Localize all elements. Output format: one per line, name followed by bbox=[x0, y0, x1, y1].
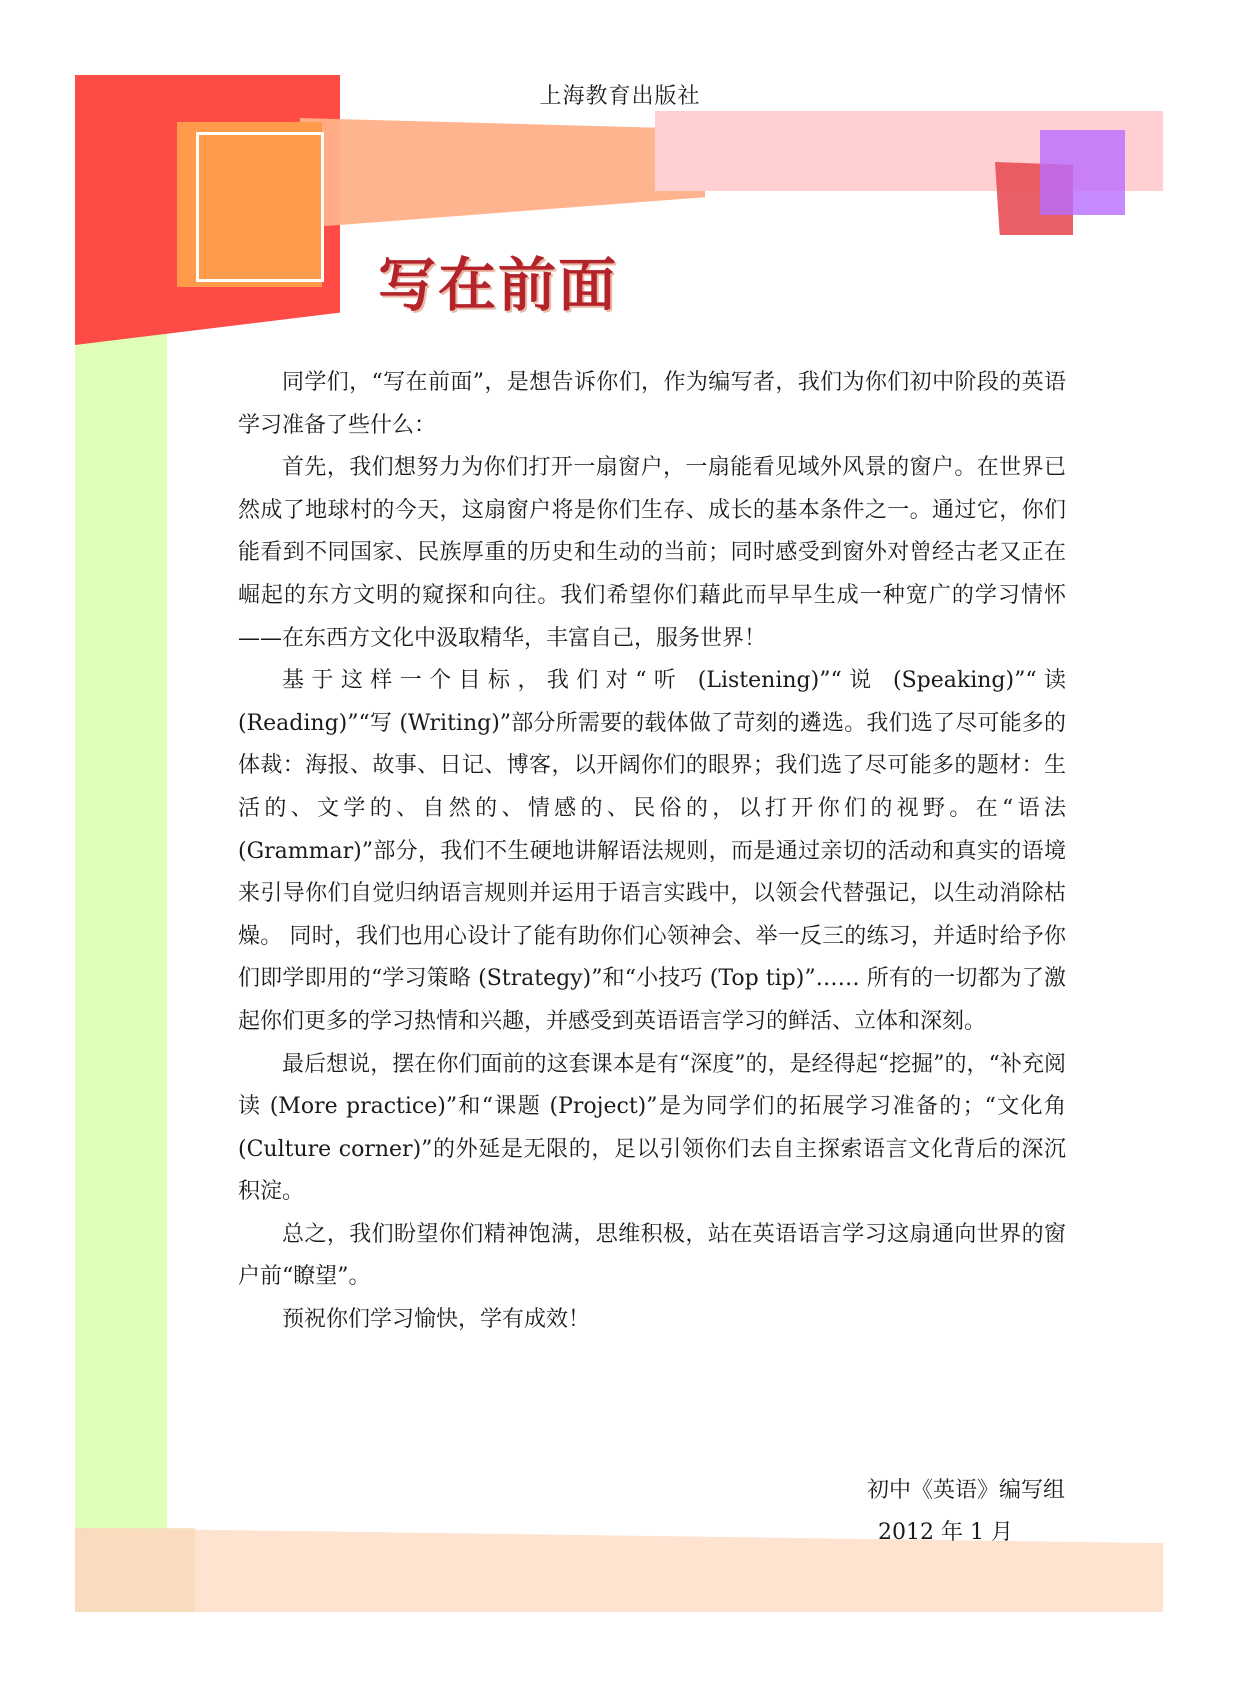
paragraph-hope: 总之，我们盼望你们精神饱满，思维积极，站在英语语言学习这扇通向世界的窗户前“瞭望”。 bbox=[238, 1221, 1066, 1290]
signature-author: 初中《英语》编写组 bbox=[866, 1478, 1065, 1503]
page-title: 写在前面 bbox=[378, 251, 619, 319]
paragraph-window: 首先，我们想努力为你们打开一扇窗户，一扇能看见域外风景的窗户。在世界已然成了地球村的今天，这扇窗户将是你们生存、成长的基本条件之一。通过它，你们能看到不同国家、民族厚重的历史和生动的当前；同时感受到窗外对曾经古老又正在崛起的东方文明的窥探和向往。我们希望你们藉此而早早生成一种宽广的学习情怀——在东西方文化中汲取精华，丰富自己，服务世界！ bbox=[238, 455, 1066, 651]
paragraph-depth: 最后想说，摆在你们面前的这套课本是有“深度”的，是经得起“挖掘”的，“补充阅读 (More practice)”和“课题 (Project)”是为同学们的拓展学习准备的；“文化角 (Culture corner)”的外延是无限的，足以引领你们去自主探索语言文化背后的深沉积淀。 bbox=[238, 1051, 1066, 1205]
signature-block bbox=[867, 1470, 1065, 1554]
peach-corner-block bbox=[75, 1528, 195, 1612]
foreword-body bbox=[238, 362, 1066, 1342]
signature-date: 2012 年 1 月 bbox=[878, 1520, 1013, 1545]
white-frame-outline bbox=[196, 132, 324, 282]
orange-beam-shape bbox=[300, 118, 705, 228]
publisher-name: 上海教育出版社 bbox=[539, 84, 701, 109]
paragraph-content-selection: 基于这样一个目标，我们对“听 (Listening)”“说 (Speaking)”“读 (Reading)”“写 (Writing)”部分所需要的载体做了苛刻的遴选。我们选了尽可能多的体裁：海报、故事、日记、博客，以开阔你们的眼界；我们选了尽可能多的题材：生活的、文学的、自然的、情感的、民俗的，以打开你们的视野。在“语法 (Grammar)”部分，我们不生硬地讲解语法规则，而是通过亲切的活动和真实的语境来引导你们自觉归纳语言规则并运用于语言实践中，以领会代替强记，以生动消除枯燥。 同时，我们也用心设计了能有助你们心领神会、举一反三的练习，并适时给予你们即学即用的“学习策略 (Strategy)”和“小技巧 (Top tip)”…… 所有的一切都为了激起你们更多的学习热情和兴趣，并感受到英语语言学习的鲜活、立体和深刻。 bbox=[238, 668, 1066, 1034]
green-side-bar bbox=[75, 330, 167, 1612]
paragraph-wishes: 预祝你们学习愉快，学有成效！ bbox=[282, 1307, 591, 1333]
purple-square-block bbox=[1040, 130, 1125, 215]
paragraph-greeting: 同学们，“写在前面”，是想告诉你们，作为编写者，我们为你们初中阶段的英语学习准备了些什么： bbox=[238, 370, 1066, 438]
